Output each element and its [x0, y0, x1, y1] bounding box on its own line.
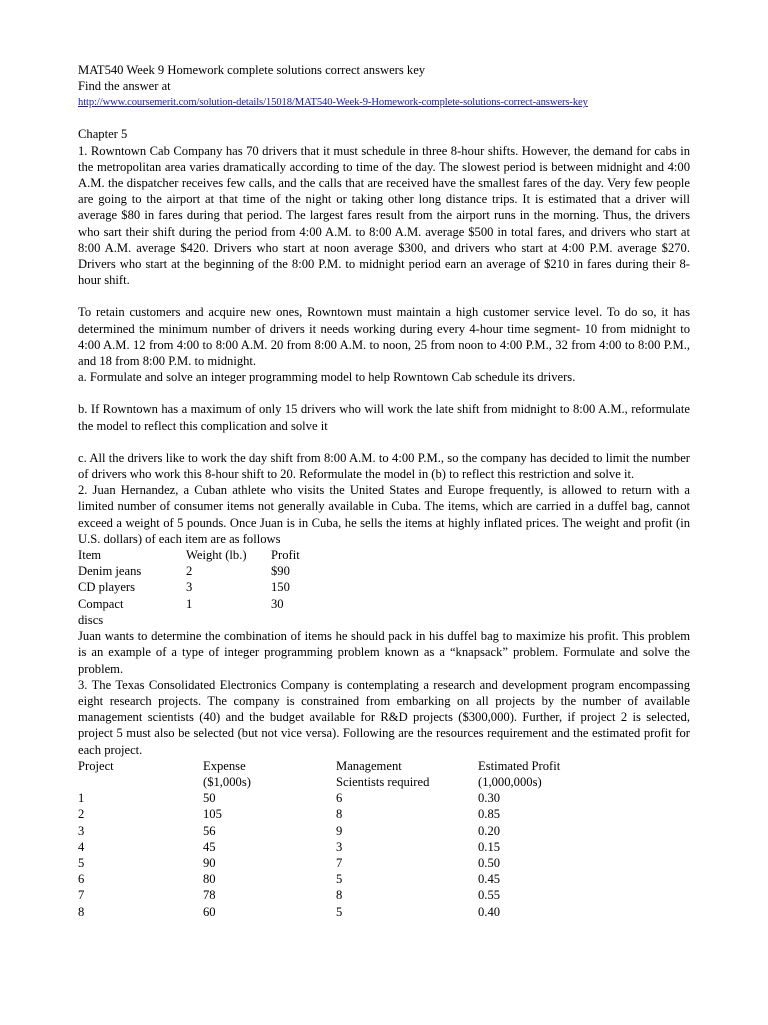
- table-row: [78, 871, 638, 887]
- projects-header-estimated-profit: Estimated Profit: [478, 758, 561, 773]
- projects-subheader-blank: [78, 774, 203, 790]
- table-header-row: [78, 547, 391, 563]
- projects-header-project: Project: [78, 758, 114, 773]
- question-1-part-b: b. If Rowntown has a maximum of only 15 drivers who will work the late shift from midnight to 8:00 A.M., reformulate the model to reflect this complication and solve it: [78, 402, 690, 433]
- knapsack-header-weight: Weight (lb.): [186, 548, 247, 563]
- find-answer-line: Find the answer at: [78, 79, 171, 94]
- project-profit: 0.20: [478, 823, 501, 838]
- project-number: 1: [78, 791, 85, 806]
- spacer: [78, 110, 690, 126]
- spacer: [78, 385, 690, 401]
- project-expense: 80: [203, 872, 216, 887]
- project-number: 5: [78, 855, 85, 870]
- project-scientists: 8: [336, 807, 343, 822]
- project-profit: 0.15: [478, 839, 501, 854]
- question-2-intro: 2. Juan Hernandez, a Cuban athlete who visits the United States and Europe frequently, is allowed to return with a limited number of consumer items not generally available in Cuba. The items, which are carried in a duffel bag, cannot exceed a weight of 5 pounds. Once Juan is in Cuba, he sells the items at highly inflated prices. The weight and profit (in U.S. dollars) of each item are as follows: [78, 483, 690, 546]
- question-1-intro: 1. Rowntown Cab Company has 70 drivers that it must schedule in three 8-hour shifts. However, the demand for cabs in the metropolitan area varies dramatically according to time of the day. The slowest period is between midnight and 4:00 A.M. the dispatcher receives few calls, and the calls that are received have the smallest fares of the day. Very few people are going to the airport at that time of the night or taking other long distance trips. It is estimated that a driver will average $80 in fares during that period. The largest fares result from the airport runs in the morning. Thus, the drivers who sart their shift during the period from 4:00 A.M. to 8:00 A.M. average $500 in total fares, and drivers who start at 8:00 A.M. average $420. Drivers who start at noon average $300, and drivers who start at 4:00 P.M. average $270. Drivers who start at the beginning of the 8:00 P.M. to midnight period earn an average of $210 in fares during their 8-hour shift.: [78, 143, 690, 288]
- knapsack-table: [78, 547, 391, 628]
- knapsack-item-profit: 150: [271, 580, 290, 595]
- project-number: 4: [78, 839, 85, 854]
- project-number: 6: [78, 872, 85, 887]
- knapsack-item-name: Compact: [78, 596, 124, 611]
- projects-header-expense: Expense: [203, 758, 246, 773]
- table-row: [78, 823, 638, 839]
- project-number: 8: [78, 904, 85, 919]
- project-number: 2: [78, 807, 85, 822]
- project-scientists: 7: [336, 855, 343, 870]
- knapsack-item-name: Denim jeans: [78, 564, 142, 579]
- knapsack-item-weight: 3: [186, 580, 193, 595]
- spacer: [78, 434, 690, 450]
- solution-link-row: [78, 94, 690, 110]
- projects-subheader-expense-units: ($1,000s): [203, 774, 251, 789]
- project-expense: 105: [203, 807, 222, 822]
- project-scientists: 9: [336, 823, 343, 838]
- projects-subheader-profit-units: (1,000,000s): [478, 774, 542, 789]
- project-profit: 0.30: [478, 791, 501, 806]
- table-row: [78, 839, 638, 855]
- knapsack-item-profit: 30: [271, 596, 284, 611]
- solution-link[interactable]: http://www.coursemerit.com/solution-details/15018/MAT540-Week-9-Homework-complete-solutions-correct-answers-key: [78, 97, 588, 109]
- project-number: 3: [78, 823, 85, 838]
- table-row: [78, 612, 391, 628]
- chapter-heading: Chapter 5: [78, 127, 128, 142]
- project-expense: 50: [203, 791, 216, 806]
- knapsack-item-weight: 1: [186, 596, 193, 611]
- table-row: [78, 579, 391, 595]
- knapsack-item-name-continued: discs: [78, 612, 104, 627]
- project-scientists: 5: [336, 872, 343, 887]
- project-expense: 45: [203, 839, 216, 854]
- knapsack-header-profit: Profit: [271, 548, 300, 563]
- document-title: MAT540 Week 9 Homework complete solutions correct answers key: [78, 63, 426, 77]
- project-expense: 90: [203, 855, 216, 870]
- table-row: [78, 563, 391, 579]
- question-1-part-a: a. Formulate and solve an integer programming model to help Rowntown Cab schedule its drivers.: [78, 370, 576, 385]
- project-scientists: 6: [336, 791, 343, 806]
- knapsack-item-profit: $90: [271, 564, 290, 579]
- table-header-subrow: [78, 774, 638, 790]
- project-scientists: 5: [336, 904, 343, 919]
- knapsack-item-weight: 2: [186, 564, 193, 579]
- project-scientists: 3: [336, 839, 343, 854]
- knapsack-spacer-cell: [271, 612, 391, 628]
- table-row: [78, 887, 638, 903]
- question-1-part-c: c. All the drivers like to work the day shift from 8:00 A.M. to 4:00 P.M., so the company has decided to limit the number of drivers who work this 8-hour shift to 20. Reformulate the model in (b) to reflect this restriction and solve it.: [78, 450, 690, 482]
- table-row: [78, 904, 638, 920]
- table-row: [78, 806, 638, 822]
- projects-subheader-scientists-required: Scientists required: [336, 774, 430, 789]
- table-header-row: [78, 758, 638, 774]
- project-expense: 56: [203, 823, 216, 838]
- question-3-intro: 3. The Texas Consolidated Electronics Company is contemplating a research and development program encompassing eight research projects. The company is constrained from embarking on all projects by the number of available management scientists (40) and the budget available for R&D projects ($300,000). Further, if project 2 is selected, project 5 must also be selected (but not vice versa). Following are the resources requirement and the estimated profit for each project.: [78, 677, 690, 757]
- project-expense: 60: [203, 904, 216, 919]
- project-scientists: 8: [336, 888, 343, 903]
- table-row: [78, 790, 638, 806]
- project-profit: 0.40: [478, 904, 501, 919]
- knapsack-spacer-cell: [186, 612, 271, 628]
- spacer: [78, 288, 690, 304]
- project-number: 7: [78, 888, 85, 903]
- project-profit: 0.55: [478, 888, 501, 903]
- question-1-service-level: To retain customers and acquire new ones, Rowntown must maintain a high customer service level. To do so, it has determined the minimum number of drivers it needs working during every 4-hour time segment- 10 from midnight to 4:00 A.M. 12 from 4:00 to 8:00 A.M. 20 from 8:00 A.M. to noon, 25 from noon to 4:00 P.M., 32 from 4:00 to 8:00 P.M., and 18 from 8:00 P.M. to midnight.: [78, 305, 690, 369]
- knapsack-header-item: Item: [78, 548, 102, 563]
- projects-table: [78, 758, 638, 920]
- question-2-outro: Juan wants to determine the combination of items he should pack in his duffel bag to maximize his profit. This problem is an example of a type of integer programming problem known as a “knapsack” problem. Formulate and solve the problem.: [78, 629, 690, 676]
- table-row: [78, 855, 638, 871]
- project-profit: 0.45: [478, 872, 501, 887]
- projects-header-management: Management: [336, 758, 402, 773]
- knapsack-item-name: CD players: [78, 580, 136, 595]
- project-expense: 78: [203, 888, 216, 903]
- table-row: [78, 596, 391, 612]
- document-body: [78, 62, 690, 920]
- project-profit: 0.85: [478, 807, 501, 822]
- project-profit: 0.50: [478, 855, 501, 870]
